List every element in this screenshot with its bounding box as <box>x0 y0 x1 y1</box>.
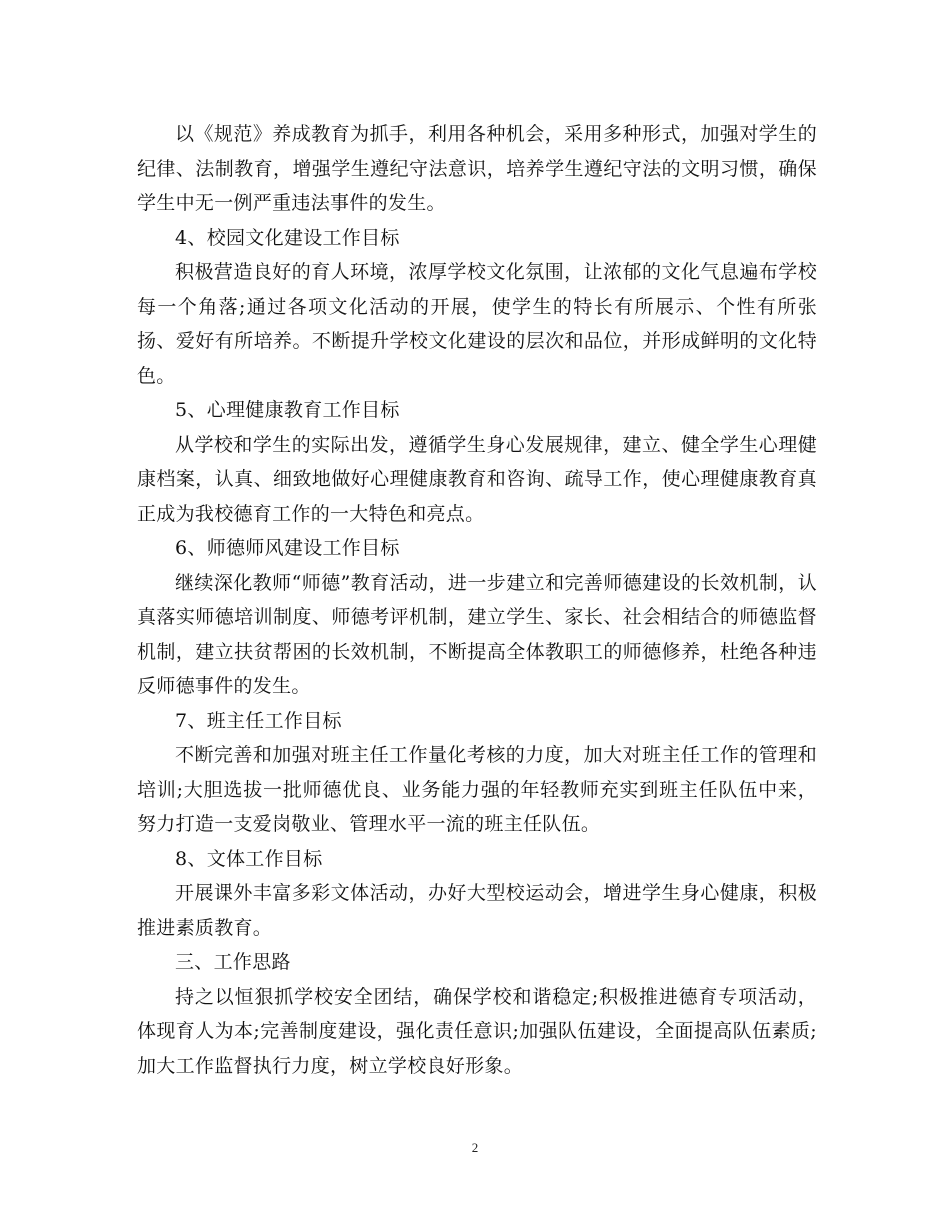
page-number: 2 <box>471 1140 479 1155</box>
paragraph-class-teacher: 不断完善和加强对班主任工作量化考核的力度，加大对班主任工作的管理和培训;大胆选拔一批师德优良、业务能力强的年轻教师充实到班主任队伍中来，努力打造一支爱岗敬业、管理水平一流的班主任队伍。 <box>137 744 817 835</box>
paragraph-sports-culture: 开展课外丰富多彩文体活动，办好大型校运动会，增进学生身心健康，积极推进素质教育。 <box>137 882 817 939</box>
heading-campus-culture: 4、校园文化建设工作目标 <box>175 226 400 249</box>
paragraph-discipline-education: 以《规范》养成教育为抓手，利用各种机会，采用多种形式，加强对学生的纪律、法制教育，增强学生遵纪守法意识，培养学生遵纪守法的文明习惯，确保学生中无一例严重违法事件的发生。 <box>137 123 817 214</box>
paragraph-campus-culture: 积极营造良好的育人环境，浓厚学校文化氛围，让浓郁的文化气息遍布学校每一个角落;通过各项文化活动的开展，使学生的特长有所展示、个性有所张扬、爱好有所培养。不断提升学校文化建设的层次和品位，并形成鲜明的文化特色。 <box>137 261 817 387</box>
heading-mental-health: 5、心理健康教育工作目标 <box>175 399 400 421</box>
paragraph-mental-health: 从学校和学生的实际出发，遵循学生身心发展规律，建立、健全学生心理健康档案，认真、细致地做好心理健康教育和咨询、疏导工作，使心理健康教育真正成为我校德育工作的一大特色和亮点。 <box>137 433 817 525</box>
heading-class-teacher: 7、班主任工作目标 <box>175 709 342 732</box>
paragraph-work-approach: 持之以恒狠抓学校安全团结，确保学校和谐稳定;积极推进德育专项活动，体现育人为本;完善制度建设，强化责任意识;加强队伍建设，全面提高队伍素质;加大工作监督执行力度，树立学校良好形象。 <box>137 985 817 1077</box>
heading-sports-culture: 8、文体工作目标 <box>175 847 323 870</box>
heading-teacher-ethics: 6、师德师风建设工作目标 <box>175 537 400 559</box>
paragraph-teacher-ethics: 继续深化教师“师德”教育活动，进一步建立和完善师德建设的长效机制，认真落实师德培训制度、师德考评机制，建立学生、家长、社会相结合的师德监督机制，建立扶贫帮困的长效机制，不断提高全体教职工的师德修养，杜绝各种违反师德事件的发生。 <box>137 571 817 697</box>
heading-work-approach: 三、工作思路 <box>175 951 291 973</box>
document-body <box>137 117 817 1083</box>
